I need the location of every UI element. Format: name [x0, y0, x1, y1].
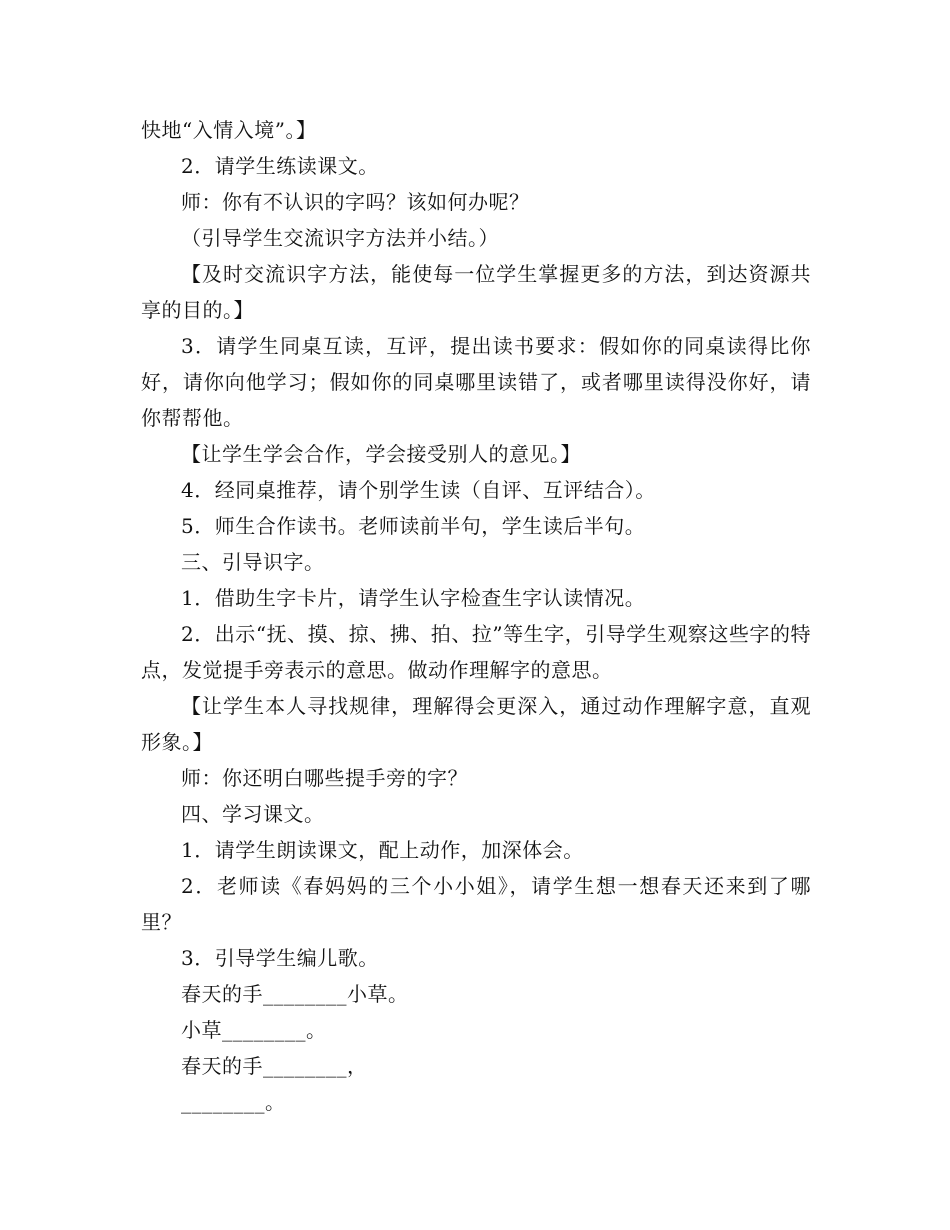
paragraph: 快地“入情入境”。】 [141, 118, 317, 142]
paragraph: 5．师生合作读书。老师读前半句，学生读后半句。 [181, 514, 646, 538]
paragraph: （引导学生交流识字方法并小结。） [181, 226, 499, 250]
section-heading: 三、引导识字。 [181, 550, 325, 574]
poem-line: ________。 [181, 1090, 286, 1114]
paragraph: 1．借助生字卡片，请学生认字检查生字认读情况。 [181, 586, 646, 610]
paragraph: 2．老师读《春妈妈的三个小小姐》，请学生想一想春天还来到了哪里？ [141, 874, 811, 934]
paragraph: 【让学生本人寻找规律，理解得会更深入，通过动作理解字意，直观形象。】 [141, 694, 811, 754]
paragraph: 【让学生学会合作，学会接受别人的意见。】 [181, 442, 581, 466]
paragraph: 2．请学生练读课文。 [181, 154, 379, 178]
paragraph: 3．引导学生编儿歌。 [181, 946, 379, 970]
poem-line: 春天的手________小草。 [181, 982, 409, 1006]
poem-line: 春天的手________， [181, 1054, 368, 1078]
poem-line: 小草________。 [181, 1018, 327, 1042]
paragraph: 4．经同桌推荐，请个别学生读（自评、互评结合）。 [181, 478, 656, 502]
paragraph: 师：你有不认识的字吗？该如何办呢？ [181, 190, 530, 214]
document-body [141, 112, 811, 1120]
paragraph: 2．出示“抚、摸、掠、拂、拍、拉”等生字，引导学生观察这些字的特点，发觉提手旁表示的意思。做动作理解字的意思。 [141, 622, 811, 682]
section-heading: 四、学习课文。 [181, 802, 325, 826]
paragraph: 1．请学生朗读课文，配上动作，加深体会。 [181, 838, 584, 862]
paragraph: 3．请学生同桌互读，互评，提出读书要求：假如你的同桌读得比你好，请你向他学习；假如你的同桌哪里读错了，或者哪里读得没你好，请你帮帮他。 [141, 334, 811, 430]
paragraph: 【及时交流识字方法，能使每一位学生掌握更多的方法，到达资源共享的目的。】 [141, 262, 811, 322]
paragraph: 师：你还明白哪些提手旁的字？ [181, 766, 468, 790]
